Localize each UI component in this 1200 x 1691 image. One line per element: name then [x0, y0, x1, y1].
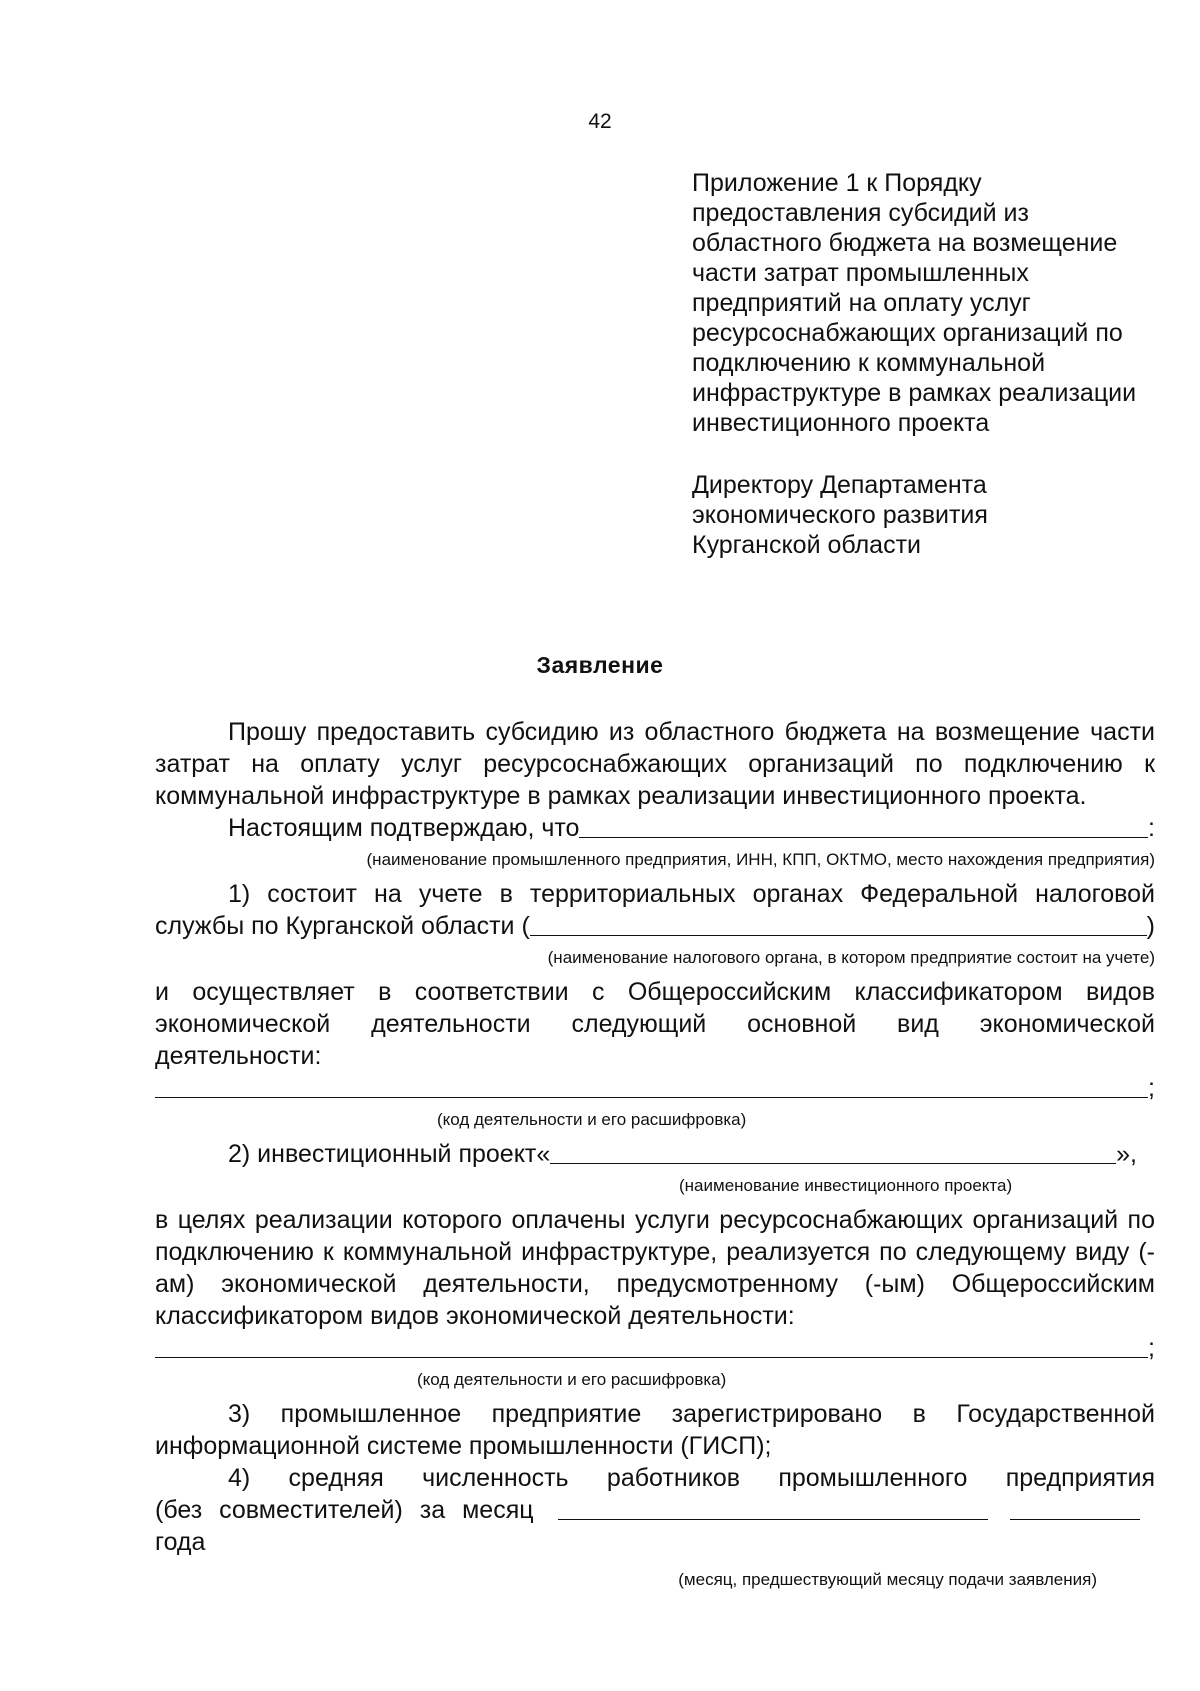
item1-line: 1) состоит на учете в территориальных органах Федеральной налоговой	[228, 880, 1155, 908]
item1-prefix: службы по Курганской области (	[155, 912, 530, 940]
appendix-line: части затрат промышленных	[692, 259, 1029, 287]
application-body	[155, 716, 1155, 1598]
item2-suffix: »,	[1116, 1140, 1137, 1168]
activity-code-line	[155, 1072, 1155, 1104]
note-activity-code-2: (код деятельности и его расшифровка)	[417, 1370, 727, 1389]
addressee-line: экономического развития	[692, 501, 988, 529]
month-field[interactable]	[558, 1496, 988, 1520]
appendix-line: областного бюджета на возмещение	[692, 229, 1118, 257]
appendix-line: предоставления субсидий из	[692, 199, 1029, 227]
semicolon: ;	[1148, 1334, 1155, 1362]
project-line	[155, 1138, 1155, 1170]
activity-code-field-2[interactable]	[155, 1334, 1148, 1358]
note-activity-code: (код деятельности и его расшифровка)	[437, 1110, 747, 1129]
appendix-line: предприятий на оплату услуг	[692, 289, 1031, 317]
activity-code-line-2	[155, 1332, 1155, 1364]
item1-cont-line: экономической деятельности следующий основной вид экономической	[155, 1010, 1155, 1038]
tax-office-line	[155, 910, 1155, 942]
note-project: (наименование инвестиционного проекта)	[679, 1176, 1013, 1195]
note-month: (месяц, предшествующий месяцу подачи заявления)	[678, 1570, 1097, 1589]
semicolon: ;	[1148, 1074, 1155, 1102]
project-name-field[interactable]	[550, 1140, 1116, 1164]
item4-prefix: (без совместителей) за месяц	[155, 1496, 534, 1524]
item4-line: 4) средняя численность работников промышленного предприятия	[228, 1464, 1155, 1492]
appendix-line: подключению к коммунальной	[692, 349, 1046, 377]
request-paragraph: Прошу предоставить субсидию из областного бюджета на возмещение части затрат на оплату услуг ресурсоснабжающих организаций по подключению к коммунальной инфраструктуре в рамках реализации инвестиционного проекта.	[155, 718, 1155, 810]
confirm-colon: :	[1148, 814, 1155, 842]
year-field[interactable]	[1010, 1496, 1140, 1520]
item3: 3) промышленное предприятие зарегистрировано в Государственной информационной системе промышленности (ГИСП);	[155, 1400, 1155, 1460]
item4-year: года	[155, 1528, 206, 1556]
addressee-line: Директору Департамента	[692, 471, 987, 499]
tax-office-field[interactable]	[530, 912, 1147, 936]
appendix-line: инвестиционного проекта	[692, 409, 990, 437]
activity-code-field[interactable]	[155, 1074, 1148, 1098]
enterprise-name-field[interactable]	[579, 814, 1148, 838]
month-line	[155, 1494, 1155, 1526]
note-enterprise: (наименование промышленного предприятия, ИНН, КПП, ОКТМО, место нахождения предприятия)	[366, 850, 1155, 869]
addressee-line: Курганской области	[692, 531, 922, 559]
item1-suffix: )	[1146, 912, 1155, 940]
appendix-note	[692, 168, 1172, 438]
item1-cont-line: деятельности:	[155, 1042, 322, 1070]
appendix-line: инфраструктуре в рамках реализации	[692, 379, 1137, 407]
item2-cont: в целях реализации которого оплачены услуги ресурсоснабжающих организаций по подключению к коммунальной инфраструктуре, реализуется по следующему виду (-ам) экономической деятельности, предусмотренному (-ым) Общероссийским классификатором видов экономической деятельности:	[155, 1206, 1155, 1330]
appendix-line: ресурсоснабжающих организаций по	[692, 319, 1123, 347]
confirm-line	[155, 812, 1155, 844]
note-tax-office: (наименование налогового органа, в котором предприятие состоит на учете)	[547, 948, 1155, 967]
document-title: Заявление	[536, 652, 664, 678]
appendix-line: Приложение 1 к Порядку	[692, 169, 982, 197]
addressee	[692, 470, 1172, 560]
confirm-prefix: Настоящим подтверждаю, что	[228, 814, 580, 842]
item1-cont-line: и осуществляет в соответствии с Общероссийским классификатором видов	[155, 978, 1155, 1006]
item2-prefix: 2) инвестиционный проект«	[228, 1140, 551, 1168]
page-number: 42	[588, 110, 612, 133]
